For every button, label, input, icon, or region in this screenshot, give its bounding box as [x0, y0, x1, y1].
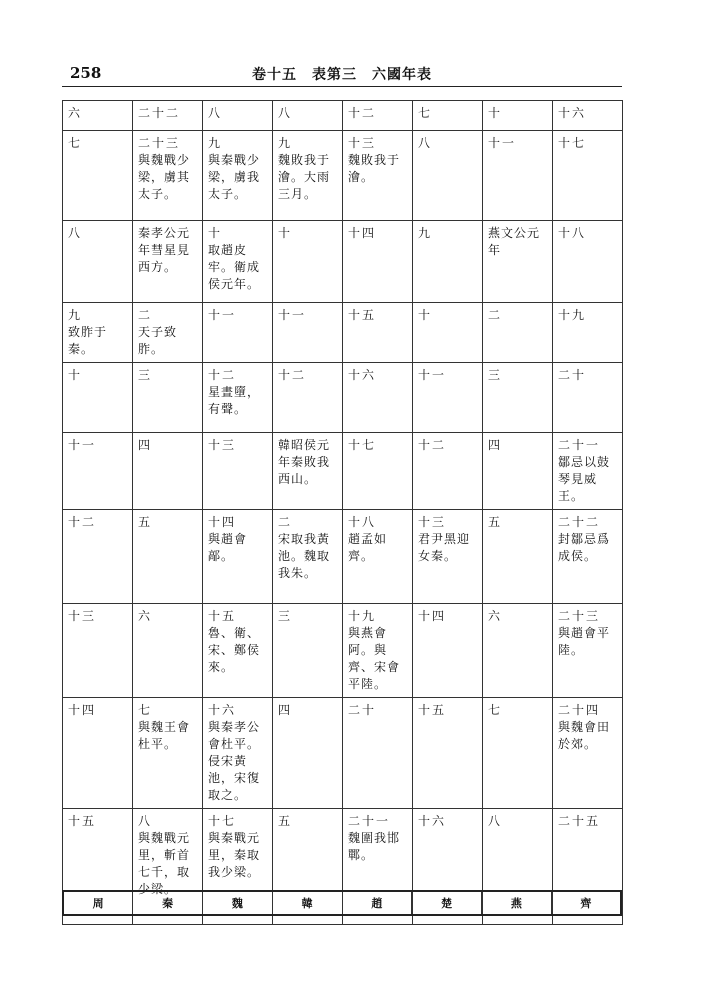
year-number: 四 [488, 438, 503, 452]
table-cell [133, 303, 203, 363]
year-number: 十九 [348, 609, 377, 623]
year-number: 十九 [558, 308, 587, 322]
table-cell [343, 101, 413, 131]
table-row [63, 433, 623, 510]
year-number: 二十二 [138, 106, 181, 120]
event-note: 與魏戰少梁，虜其太子。 [138, 153, 191, 201]
year-number: 十一 [278, 308, 307, 322]
year-number: 十 [418, 308, 433, 322]
year-number: 二 [278, 515, 293, 529]
year-number: 二 [488, 308, 503, 322]
event-note: 趙孟如齊。 [348, 532, 388, 563]
table-row [63, 698, 623, 809]
year-number: 二十三 [138, 136, 181, 150]
table-row [63, 604, 623, 698]
year-number: 七 [488, 703, 503, 717]
event-note: 君尹黑迎女秦。 [418, 532, 471, 563]
year-number: 十六 [348, 368, 377, 382]
table-cell [203, 303, 273, 363]
year-number: 十一 [208, 308, 237, 322]
table-cell [413, 131, 483, 221]
year-number: 九 [208, 136, 223, 150]
year-number: 十七 [558, 136, 587, 150]
table-cell [553, 363, 623, 433]
table-cell [553, 604, 623, 698]
event-note: 與魏戰元里，斬首七千，取少梁。 [138, 831, 191, 896]
year-number: 九 [68, 308, 83, 322]
state-label-qin: 秦 [133, 891, 203, 915]
event-note: 秦孝公元年彗星見西方。 [138, 226, 191, 274]
year-number: 九 [418, 226, 433, 240]
year-number: 八 [68, 226, 83, 240]
table-cell [413, 510, 483, 604]
year-number: 十一 [488, 136, 517, 150]
table-cell [133, 433, 203, 510]
table-cell [273, 131, 343, 221]
table-cell [133, 221, 203, 303]
event-note: 與趙會鄗。 [208, 532, 248, 563]
table-cell [63, 510, 133, 604]
table-cell [553, 303, 623, 363]
year-number: 十三 [348, 136, 377, 150]
year-number: 四 [278, 703, 293, 717]
year-number: 十二 [68, 515, 97, 529]
year-number: 十四 [348, 226, 377, 240]
table-cell [343, 303, 413, 363]
table-cell [203, 433, 273, 510]
year-number: 十六 [558, 106, 587, 120]
year-number: 六 [488, 609, 503, 623]
year-number: 二十 [348, 703, 377, 717]
year-number: 七 [418, 106, 433, 120]
table-cell [63, 101, 133, 131]
state-header-row [62, 890, 622, 916]
table-cell [63, 604, 133, 698]
table-cell [483, 510, 553, 604]
year-number: 十 [208, 226, 223, 240]
table-cell [413, 698, 483, 809]
table-cell [483, 698, 553, 809]
table-cell [203, 510, 273, 604]
year-number: 十 [278, 226, 293, 240]
table-cell [203, 363, 273, 433]
table-cell [273, 101, 343, 131]
year-number: 十二 [418, 438, 447, 452]
year-number: 二 [138, 308, 153, 322]
year-number: 八 [138, 814, 153, 828]
table-cell [133, 604, 203, 698]
year-number: 二十一 [558, 438, 601, 452]
year-number: 十 [488, 106, 503, 120]
table-cell [553, 433, 623, 510]
event-note: 魏敗我于澮。大雨三月。 [278, 153, 331, 201]
table-row [63, 303, 623, 363]
year-number: 十八 [558, 226, 587, 240]
table-row [63, 221, 623, 303]
event-note: 魏敗我于澮。 [348, 153, 401, 184]
year-number: 七 [138, 703, 153, 717]
event-note: 鄒忌以鼓琴見威王。 [558, 455, 611, 503]
table-cell [483, 303, 553, 363]
year-number: 八 [418, 136, 433, 150]
table-cell [63, 131, 133, 221]
table-cell [553, 101, 623, 131]
table-cell [203, 698, 273, 809]
year-number: 十五 [348, 308, 377, 322]
table-cell [133, 510, 203, 604]
table-cell [63, 303, 133, 363]
state-label-wei: 魏 [203, 891, 273, 915]
table-cell [343, 604, 413, 698]
year-number: 四 [138, 438, 153, 452]
year-number: 十七 [348, 438, 377, 452]
state-label-han: 韓 [272, 891, 342, 915]
chronology-table [62, 100, 623, 925]
table-cell [413, 363, 483, 433]
year-number: 十一 [68, 438, 97, 452]
table-row [63, 131, 623, 221]
year-number: 二十 [558, 368, 587, 382]
table-cell [203, 221, 273, 303]
table-cell [133, 363, 203, 433]
table-cell [63, 221, 133, 303]
year-number: 八 [488, 814, 503, 828]
state-label-yan: 燕 [482, 891, 552, 915]
year-number: 十五 [418, 703, 447, 717]
table-cell [553, 698, 623, 809]
event-note: 天子致胙。 [138, 325, 178, 356]
year-number: 六 [68, 106, 83, 120]
year-number: 二十三 [558, 609, 601, 623]
table-cell [483, 604, 553, 698]
table-cell [133, 131, 203, 221]
table-cell [273, 303, 343, 363]
year-number: 二十二 [558, 515, 601, 529]
table-cell [343, 221, 413, 303]
event-note: 與燕會阿。與齊、宋會平陸。 [348, 626, 401, 691]
year-number: 二十五 [558, 814, 601, 828]
event-note: 韓昭侯元年秦敗我西山。 [278, 438, 331, 486]
year-number: 十五 [208, 609, 237, 623]
year-number: 十三 [418, 515, 447, 529]
year-number: 十七 [208, 814, 237, 828]
year-number: 五 [278, 814, 293, 828]
year-number: 十四 [68, 703, 97, 717]
table-cell [203, 101, 273, 131]
table-cell [203, 604, 273, 698]
year-number: 八 [278, 106, 293, 120]
event-note: 與秦孝公會杜平。侵宋黃池，宋復取之。 [208, 720, 261, 802]
table-cell [343, 510, 413, 604]
year-number: 五 [488, 515, 503, 529]
page-number: 258 [70, 64, 102, 82]
year-number: 七 [68, 136, 83, 150]
event-note: 取趙皮牢。衛成侯元年。 [208, 243, 261, 291]
event-note: 與魏會田於郊。 [558, 720, 611, 751]
table-cell [343, 363, 413, 433]
event-note: 與趙會平陸。 [558, 626, 611, 657]
table-cell [483, 433, 553, 510]
year-number: 十六 [208, 703, 237, 717]
table-cell [133, 101, 203, 131]
table-row [63, 101, 623, 131]
table-cell [273, 698, 343, 809]
table-cell [553, 221, 623, 303]
table-cell [343, 433, 413, 510]
table-row [63, 363, 623, 433]
year-number: 二十四 [558, 703, 601, 717]
table-cell [343, 131, 413, 221]
state-label-zhao: 趙 [342, 891, 412, 915]
year-number: 十四 [208, 515, 237, 529]
year-number: 十六 [418, 814, 447, 828]
event-note: 魯、衛、宋、鄭侯來。 [208, 626, 261, 674]
table-cell [483, 221, 553, 303]
table-cell [273, 510, 343, 604]
table-cell [273, 363, 343, 433]
table-cell [553, 510, 623, 604]
year-number: 六 [138, 609, 153, 623]
year-number: 八 [208, 106, 223, 120]
event-note: 與秦戰少梁，虜我太子。 [208, 153, 261, 201]
running-title: 卷十五 表第三 六國年表 [252, 67, 432, 83]
year-number: 十 [68, 368, 83, 382]
table-cell [483, 101, 553, 131]
table-cell [483, 363, 553, 433]
table-cell [553, 131, 623, 221]
table-cell [203, 131, 273, 221]
year-number: 十二 [208, 368, 237, 382]
year-number: 十三 [68, 609, 97, 623]
table-cell [413, 221, 483, 303]
year-number: 三 [138, 368, 153, 382]
table-cell [63, 698, 133, 809]
table-cell [273, 604, 343, 698]
table-cell [273, 221, 343, 303]
event-note: 與秦戰元里，秦取我少梁。 [208, 831, 261, 879]
year-number: 十三 [208, 438, 237, 452]
year-number: 十二 [348, 106, 377, 120]
state-label-zhou: 周 [63, 891, 133, 915]
state-label-qi: 齊 [551, 891, 621, 915]
table-cell [413, 303, 483, 363]
year-number: 十五 [68, 814, 97, 828]
table-cell [133, 698, 203, 809]
table-cell [413, 604, 483, 698]
year-number: 三 [278, 609, 293, 623]
event-note: 與魏王會杜平。 [138, 720, 191, 751]
event-note: 致胙于秦。 [68, 325, 108, 356]
table-cell [413, 433, 483, 510]
year-number: 三 [488, 368, 503, 382]
table-cell [273, 433, 343, 510]
table-cell [63, 363, 133, 433]
event-note: 宋取我黃池。魏取我朱。 [278, 532, 331, 580]
year-number: 十二 [278, 368, 307, 382]
table-cell [63, 433, 133, 510]
event-note: 燕文公元年 [488, 226, 541, 257]
state-label-chu: 楚 [412, 891, 482, 915]
year-number: 十八 [348, 515, 377, 529]
table-cell [343, 698, 413, 809]
table-row [63, 510, 623, 604]
event-note: 魏圍我邯鄲。 [348, 831, 401, 862]
year-number: 九 [278, 136, 293, 150]
year-number: 十四 [418, 609, 447, 623]
event-note: 星晝墮，有聲。 [208, 385, 261, 416]
event-note: 封鄒忌爲成侯。 [558, 532, 611, 563]
year-number: 五 [138, 515, 153, 529]
year-number: 十一 [418, 368, 447, 382]
table-cell [413, 101, 483, 131]
header-rule [62, 86, 622, 87]
year-number: 二十一 [348, 814, 391, 828]
table-cell [483, 131, 553, 221]
